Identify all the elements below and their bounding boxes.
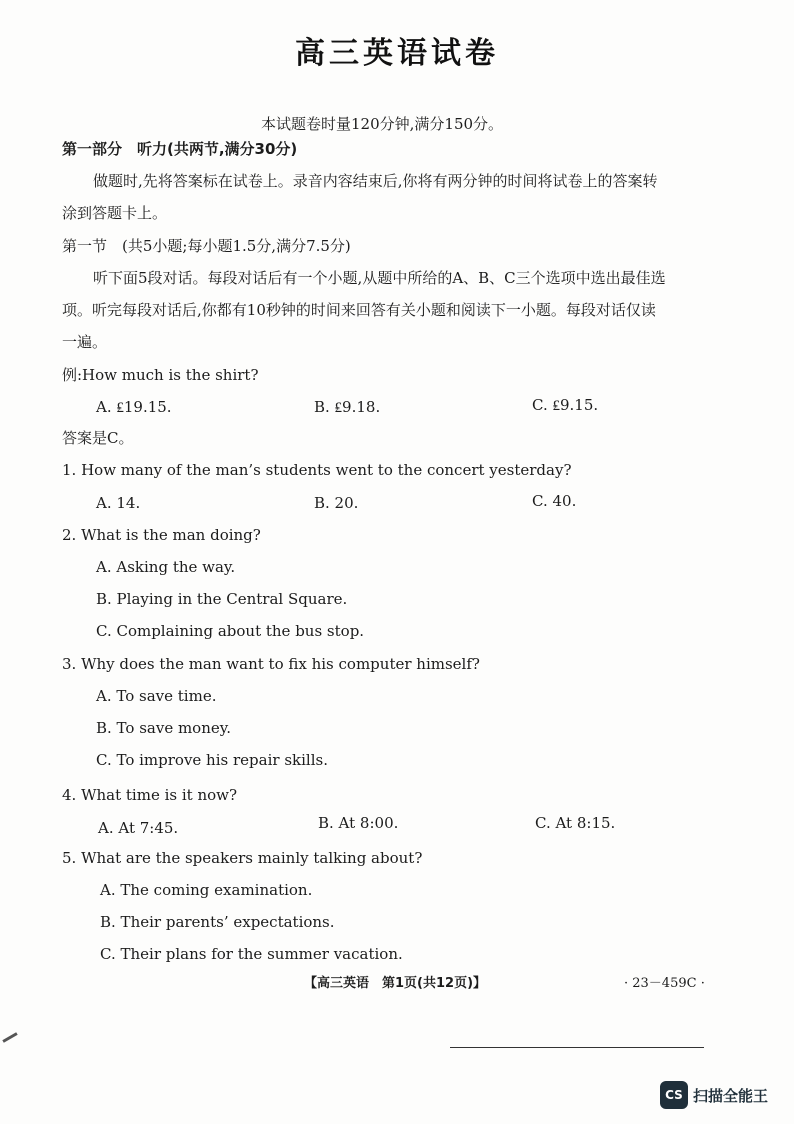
- section1-instruction-line-3: 一遍。: [62, 333, 108, 351]
- question-3-option-c: C. To improve his repair skills.: [96, 751, 328, 769]
- question-5-option-a: A. The coming examination.: [100, 881, 313, 899]
- page-code: · 23－459C ·: [624, 976, 705, 991]
- question-4-option-a: A. At 7:45.: [98, 819, 179, 837]
- example-question: 例:How much is the shirt?: [62, 366, 259, 384]
- part1-heading: 第一部分 听力(共两节,满分30分): [62, 140, 298, 158]
- question-1-option-c: C. 40.: [532, 492, 577, 510]
- section1-heading: 第一节 (共5小题;每小题1.5分,满分7.5分): [62, 237, 351, 255]
- exam-info: 本试题卷时量120分钟,满分150分。: [261, 115, 504, 133]
- watermark-text: 扫描全能王: [693, 1086, 769, 1105]
- example-option-a: A. ₤19.15.: [96, 398, 172, 416]
- example-option-b: B. ₤9.18.: [314, 398, 381, 416]
- question-4-option-c: C. At 8:15.: [535, 814, 616, 832]
- question-5-option-c: C. Their plans for the summer vacation.: [100, 945, 403, 963]
- camscanner-logo-icon: CS: [660, 1081, 688, 1109]
- divider-line: [450, 1047, 704, 1048]
- question-1-option-b: B. 20.: [314, 494, 359, 512]
- question-4: 4. What time is it now?: [62, 786, 238, 804]
- example-answer: 答案是C。: [62, 429, 134, 447]
- question-2-option-b: B. Playing in the Central Square.: [96, 590, 348, 608]
- question-2-option-c: C. Complaining about the bus stop.: [96, 622, 365, 640]
- question-2-option-a: A. Asking the way.: [96, 558, 236, 576]
- question-2: 2. What is the man doing?: [62, 526, 261, 544]
- scan-mark: [2, 1032, 17, 1043]
- question-3-option-b: B. To save money.: [96, 719, 231, 737]
- question-3-option-a: A. To save time.: [96, 687, 217, 705]
- part1-instruction-line-1: 做题时,先将答案标在试卷上。录音内容结束后,你将有两分钟的时间将试卷上的答案转: [93, 172, 658, 190]
- question-1-option-a: A. 14.: [96, 494, 141, 512]
- question-5-option-b: B. Their parents’ expectations.: [100, 913, 335, 931]
- part1-instruction-line-2: 涂到答题卡上。: [62, 204, 168, 222]
- question-5: 5. What are the speakers mainly talking about?: [62, 849, 423, 867]
- question-1: 1. How many of the man’s students went to the concert yesterday?: [62, 461, 572, 479]
- question-4-option-b: B. At 8:00.: [318, 814, 399, 832]
- section1-instruction-line-1: 听下面5段对话。每段对话后有一个小题,从题中所给的A、B、C三个选项中选出最佳选: [93, 269, 666, 287]
- question-3: 3. Why does the man want to fix his computer himself?: [62, 655, 480, 673]
- example-option-c: C. ₤9.15.: [532, 396, 599, 414]
- page-title: 高三英语试卷: [295, 36, 499, 71]
- page-footer-label: 【高三英语 第1页(共12页)】: [304, 976, 487, 991]
- section1-instruction-line-2: 项。听完每段对话后,你都有10秒钟的时间来回答有关小题和阅读下一小题。每段对话仅读: [62, 301, 656, 319]
- scanner-watermark: [660, 1081, 768, 1109]
